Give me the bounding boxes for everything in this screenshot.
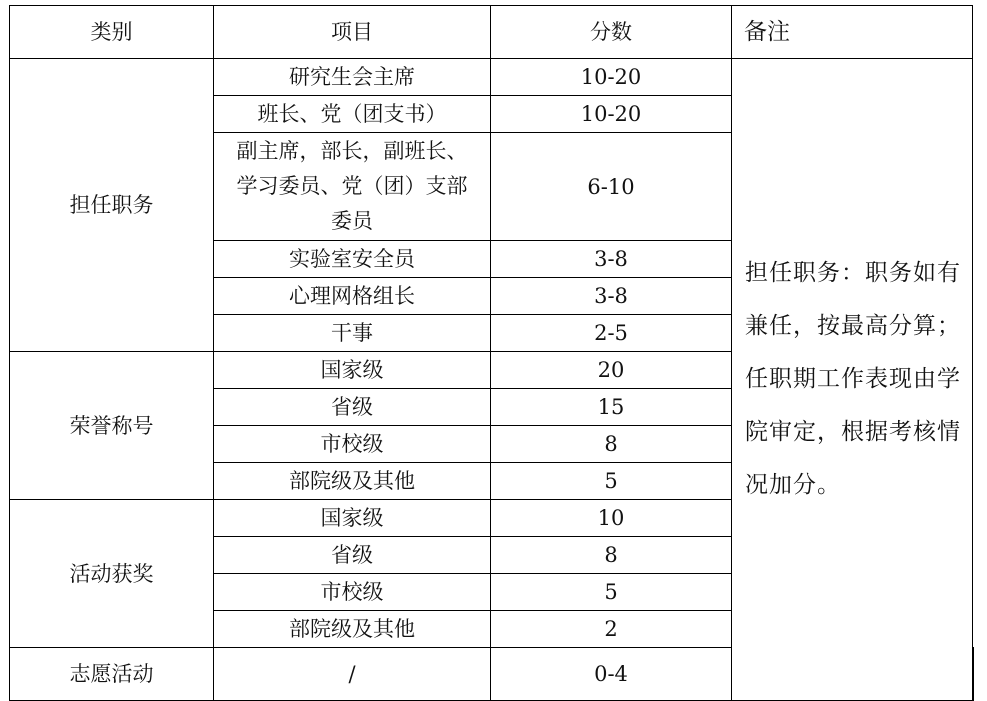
item-cell: /: [214, 648, 491, 701]
item-cell: 实验室安全员: [214, 241, 491, 278]
item-cell: 国家级: [214, 500, 491, 537]
category-cell: 活动获奖: [10, 500, 214, 648]
item-cell: 班长、党（团支书）: [214, 96, 491, 133]
header-category: 类别: [10, 6, 214, 59]
score-cell: 5: [491, 463, 732, 500]
scoring-table: [9, 5, 974, 701]
category-cell: 担任职务: [10, 59, 214, 352]
score-cell: 8: [491, 537, 732, 574]
item-cell: 干事: [214, 315, 491, 352]
header-score: 分数: [491, 6, 732, 59]
score-cell: 5: [491, 574, 732, 611]
category-cell: 志愿活动: [10, 648, 214, 701]
score-cell: 2: [491, 611, 732, 648]
item-cell: 部院级及其他: [214, 611, 491, 648]
header-note: 备注: [732, 6, 973, 59]
score-cell: 3-8: [491, 241, 732, 278]
item-cell: 国家级: [214, 352, 491, 389]
item-line: 学习委员、党（团）支部: [236, 174, 468, 198]
category-cell: 荣誉称号: [10, 352, 214, 500]
score-cell: 15: [491, 389, 732, 426]
item-line: 委员: [331, 209, 373, 233]
header-item: 项目: [214, 6, 491, 59]
score-cell: 6-10: [491, 133, 732, 241]
item-cell: 省级: [214, 537, 491, 574]
score-cell: 20: [491, 352, 732, 389]
score-cell: 2-5: [491, 315, 732, 352]
item-cell: 心理网格组长: [214, 278, 491, 315]
note-cell-empty: [973, 648, 974, 701]
item-cell: 市校级: [214, 426, 491, 463]
item-cell: 研究生会主席: [214, 59, 491, 96]
table-row: [10, 59, 974, 96]
item-line: 副主席，部长，副班长、: [236, 139, 468, 163]
score-cell: 0-4: [491, 648, 732, 701]
item-cell-multiline: [214, 133, 491, 241]
header-row: [10, 6, 974, 59]
item-cell: 市校级: [214, 574, 491, 611]
score-cell: 10-20: [491, 59, 732, 96]
score-cell: 3-8: [491, 278, 732, 315]
item-cell: 部院级及其他: [214, 463, 491, 500]
score-cell: 10: [491, 500, 732, 537]
score-cell: 10-20: [491, 96, 732, 133]
note-cell: 担任职务：职务如有兼任，按最高分算；任职期工作表现由学院审定，根据考核情况加分。: [732, 59, 973, 701]
item-cell: 省级: [214, 389, 491, 426]
score-cell: 8: [491, 426, 732, 463]
